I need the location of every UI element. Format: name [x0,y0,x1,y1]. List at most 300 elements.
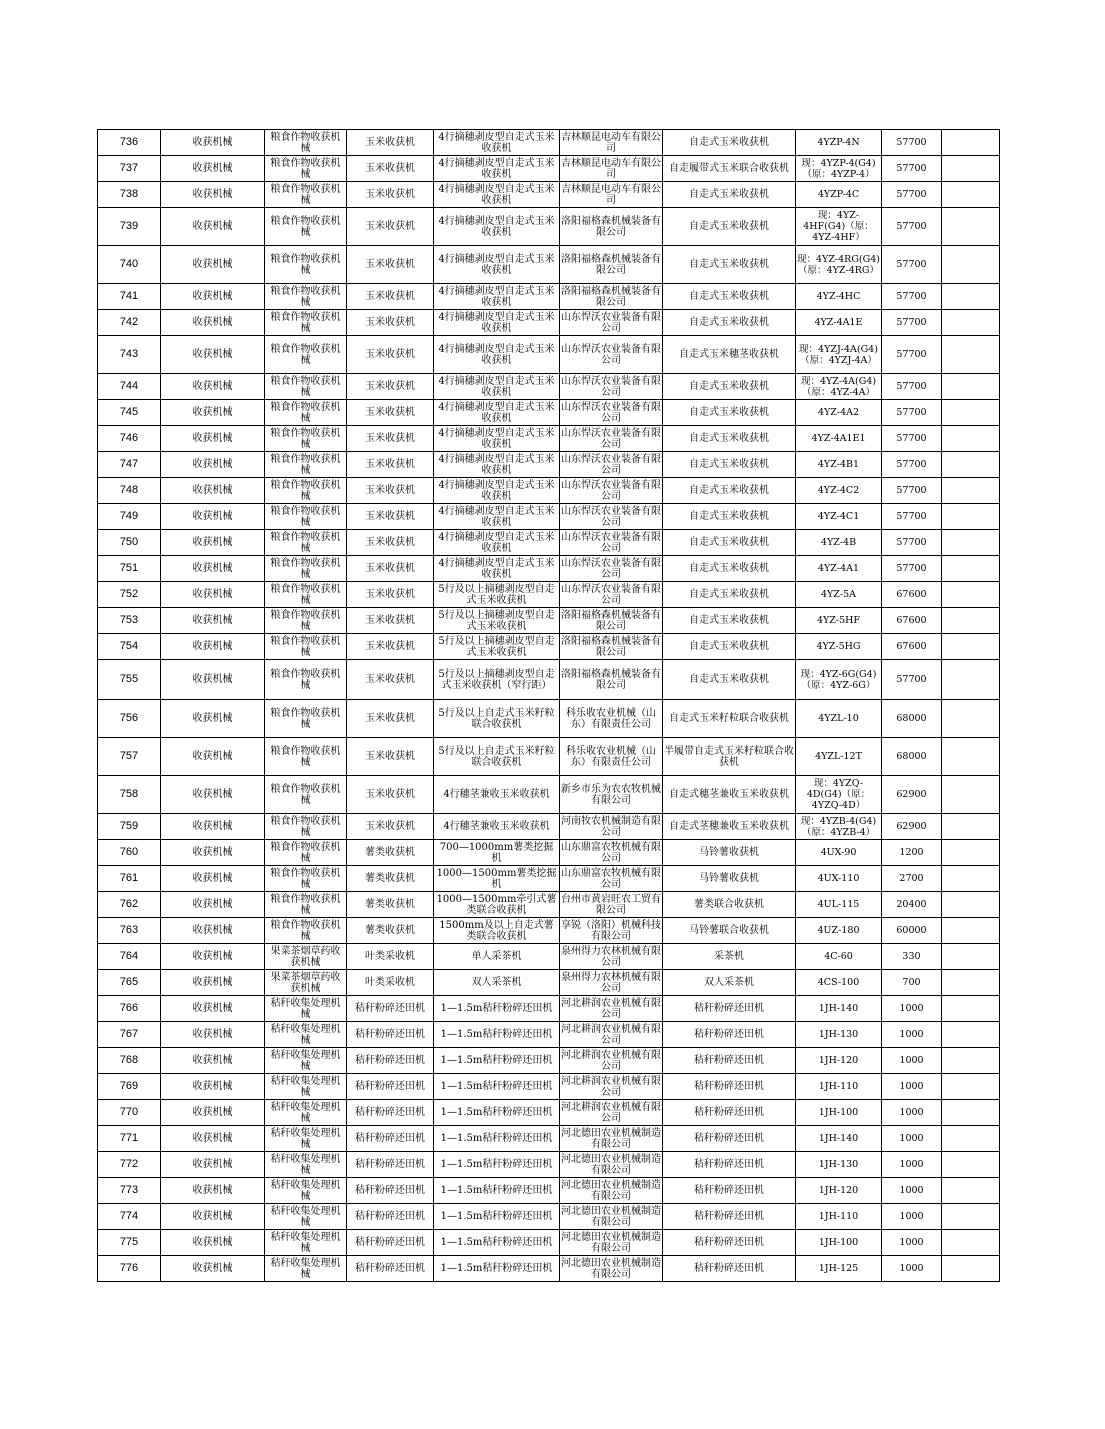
table-row [98,996,1000,1022]
grade-cell: 单人采茶机 [434,944,560,970]
remark-cell [942,776,1000,814]
item-cell: 薯类收获机 [347,866,434,892]
model-cell: 4YZ-4C1 [796,504,882,530]
item-cell: 玉米收获机 [347,182,434,208]
manufacturer-cell: 河北耕润农业机械有限公司 [561,1075,661,1098]
grade-cell: 1500mm及以上自走式薯类联合收获机 [434,918,560,944]
table-row [98,530,1000,556]
manufacturer-cell: 洛阳福格森机械装备有限公司 [560,660,663,700]
item-cell: 玉米收获机 [347,246,434,284]
manufacturer-cell: 河北德田农业机械制造有限公司 [561,1231,661,1254]
category-cell: 收获机械 [161,1126,265,1152]
manufacturer-cell: 享锐（洛阳）机械科技有限公司 [561,919,661,942]
model-cell: 4CS-100 [796,970,882,996]
subcategory-cell: 粮食作物收获机械 [265,608,347,634]
item-cell: 叶类采收机 [347,970,434,996]
model-cell: 4YZP-4N [796,130,882,156]
model-cell: 1JH-125 [796,1256,882,1282]
item-cell: 玉米收获机 [347,660,434,700]
subsidy-amount-cell: 57700 [882,208,942,246]
model-cell: 4YZ-4C2 [796,478,882,504]
table-row [98,608,1000,634]
manufacturer-cell: 山东悍沃农业装备有限公司 [561,453,661,476]
product-name-cell: 采茶机 [663,944,796,970]
remark-cell [942,1152,1000,1178]
manufacturer-cell: 泉州得力农林机械有限公司 [561,971,661,994]
model-cell: 4YZL-12T [796,738,882,776]
remark-cell [942,892,1000,918]
subcategory-cell: 果菜茶烟草药收获机械 [265,970,347,996]
manufacturer-cell: 山东悍沃农业装备有限公司 [561,505,661,528]
grade-cell: 1—1.5m秸秆粉碎还田机 [434,1048,560,1074]
grade-cell: 1—1.5m秸秆粉碎还田机 [434,1204,560,1230]
grade-cell: 4行穗茎兼收玉米收获机 [434,776,560,814]
subsidy-amount-cell: 57700 [882,336,942,374]
row-number: 760 [98,840,161,866]
manufacturer-cell: 科乐收农业机械（山东）有限责任公司 [560,738,663,776]
table-row [98,918,1000,944]
product-name-cell: 马铃薯收获机 [663,840,796,866]
table-row [98,452,1000,478]
manufacturer-cell: 洛阳福格森机械装备有限公司 [560,246,663,284]
category-cell: 收获机械 [161,504,265,530]
table-row [98,634,1000,660]
subcategory-cell: 粮食作物收获机械 [265,738,347,776]
category-cell: 收获机械 [161,776,265,814]
product-name-cell: 马铃薯收获机 [663,866,796,892]
row-number: 753 [98,608,161,634]
item-cell: 秸秆粉碎还田机 [347,1256,434,1282]
category-cell: 收获机械 [161,400,265,426]
model-cell: 4YZ-4B [796,530,882,556]
product-name-cell: 秸秆粉碎还田机 [663,1178,796,1204]
row-number: 739 [98,208,161,246]
subsidy-amount-cell: 700 [882,970,942,996]
model-cell: 现：4YZ-6G(G4)（原：4YZ-6G） [796,660,882,700]
model-cell: 4YZ-4HC [796,284,882,310]
manufacturer-cell: 洛阳福格森机械装备有限公司 [561,285,661,308]
subsidy-amount-cell: 57700 [882,246,942,284]
category-cell: 收获机械 [161,840,265,866]
model-cell: 现：4YZJ-4A(G4)（原：4YZJ-4A） [796,336,882,374]
grade-cell: 4行摘穗剥皮型自走式玉米收获机 [434,478,560,504]
product-name-cell: 秸秆粉碎还田机 [663,1022,796,1048]
category-cell: 收获机械 [161,918,265,944]
remark-cell [942,660,1000,700]
product-name-cell: 自走式茎穗兼收玉米收获机 [663,814,796,840]
subsidy-amount-cell: 57700 [882,660,942,700]
model-cell: 4YZ-4A1 [796,556,882,582]
grade-cell: 5行及以上自走式玉米籽粒联合收获机 [434,700,560,738]
grade-cell: 4行摘穗剥皮型自走式玉米收获机 [434,130,560,156]
item-cell: 秸秆粉碎还田机 [347,1126,434,1152]
category-cell: 收获机械 [161,996,265,1022]
item-cell: 玉米收获机 [347,504,434,530]
subcategory-cell: 果菜茶烟草药收获机械 [265,944,347,970]
category-cell: 收获机械 [161,634,265,660]
grade-cell: 1—1.5m秸秆粉碎还田机 [434,1022,560,1048]
item-cell: 玉米收获机 [347,130,434,156]
table-row [98,374,1000,400]
model-cell: 4YZ-4A1E1 [796,426,882,452]
row-number: 771 [98,1126,161,1152]
category-cell: 收获机械 [161,426,265,452]
item-cell: 薯类收获机 [347,840,434,866]
subsidy-amount-cell: 57700 [882,426,942,452]
model-cell: 4YZ-5HF [796,608,882,634]
category-cell: 收获机械 [161,1230,265,1256]
subcategory-cell: 粮食作物收获机械 [265,504,347,530]
model-cell: 4YZ-5HG [796,634,882,660]
manufacturer-cell: 河北耕润农业机械有限公司 [561,1049,661,1072]
subsidy-amount-cell: 57700 [882,130,942,156]
subcategory-cell: 秸秆收集处理机械 [265,1126,347,1152]
model-cell: 4UL-115 [796,892,882,918]
subcategory-cell: 粮食作物收获机械 [265,840,347,866]
grade-cell: 1—1.5m秸秆粉碎还田机 [434,1100,560,1126]
grade-cell: 4行摘穗剥皮型自走式玉米收获机 [434,556,560,582]
grade-cell: 4行摘穗剥皮型自走式玉米收获机 [434,374,560,400]
item-cell: 叶类采收机 [347,944,434,970]
grade-cell: 700—1000mm薯类挖掘机 [434,840,560,866]
subcategory-cell: 粮食作物收获机械 [265,634,347,660]
table-row [98,1178,1000,1204]
remark-cell [942,426,1000,452]
row-number: 742 [98,310,161,336]
remark-cell [942,374,1000,400]
row-number: 773 [98,1178,161,1204]
table-row [98,1152,1000,1178]
row-number: 736 [98,130,161,156]
row-number: 744 [98,374,161,400]
table-row [98,336,1000,374]
table-row [98,892,1000,918]
category-cell: 收获机械 [161,1022,265,1048]
row-number: 770 [98,1100,161,1126]
remark-cell [942,996,1000,1022]
row-number: 754 [98,634,161,660]
grade-cell: 5行及以上摘穗剥皮型自走式玉米收获机 [434,608,560,634]
model-cell: 4UZ-180 [796,918,882,944]
manufacturer-cell: 泉州得力农林机械有限公司 [561,945,661,968]
category-cell: 收获机械 [161,608,265,634]
table-row [98,310,1000,336]
subsidy-amount-cell: 2700 [882,866,942,892]
remark-cell [942,478,1000,504]
subsidy-amount-cell: 1000 [882,1100,942,1126]
item-cell: 薯类收获机 [347,892,434,918]
subcategory-cell: 粮食作物收获机械 [265,582,347,608]
item-cell: 玉米收获机 [347,452,434,478]
category-cell: 收获机械 [161,970,265,996]
remark-cell [942,1126,1000,1152]
table-row [98,660,1000,700]
table-row [98,426,1000,452]
product-name-cell: 自走式玉米收获机 [663,400,796,426]
row-number: 772 [98,1152,161,1178]
manufacturer-cell: 河北德田农业机械制造有限公司 [561,1127,661,1150]
grade-cell: 1—1.5m秸秆粉碎还田机 [434,1178,560,1204]
remark-cell [942,156,1000,182]
grade-cell: 4行摘穗剥皮型自走式玉米收获机 [434,452,560,478]
product-name-cell: 自走式玉米收获机 [663,130,796,156]
subcategory-cell: 秸秆收集处理机械 [265,996,347,1022]
item-cell: 玉米收获机 [347,336,434,374]
table-row [98,1074,1000,1100]
table-row [98,866,1000,892]
category-cell: 收获机械 [161,284,265,310]
remark-cell [942,1256,1000,1282]
table-row [98,1048,1000,1074]
grade-cell: 1—1.5m秸秆粉碎还田机 [434,996,560,1022]
grade-cell: 5行及以上摘穗剥皮型自走式玉米收获机（窄行距） [434,660,560,700]
row-number: 743 [98,336,161,374]
model-cell: 1JH-110 [796,1074,882,1100]
category-cell: 收获机械 [161,452,265,478]
remark-cell [942,284,1000,310]
subsidy-amount-cell: 68000 [882,700,942,738]
table-row [98,582,1000,608]
table-row [98,130,1000,156]
manufacturer-cell: 山东鼎富农牧机械有限公司 [561,841,661,864]
grade-cell: 4行摘穗剥皮型自走式玉米收获机 [434,246,560,284]
subsidy-amount-cell: 57700 [882,556,942,582]
item-cell: 玉米收获机 [347,738,434,776]
remark-cell [942,814,1000,840]
subsidy-amount-cell: 57700 [882,504,942,530]
model-cell: 现：4YZB-4(G4)（原：4YZB-4） [796,814,882,840]
subsidy-amount-cell: 20400 [882,892,942,918]
category-cell: 收获机械 [161,246,265,284]
grade-cell: 4行摘穗剥皮型自走式玉米收获机 [434,310,560,336]
model-cell: 4YZ-4A1E [796,310,882,336]
item-cell: 玉米收获机 [347,530,434,556]
subcategory-cell: 粮食作物收获机械 [265,310,347,336]
row-number: 755 [98,660,161,700]
model-cell: 1JH-100 [796,1100,882,1126]
product-name-cell: 双人采茶机 [663,970,796,996]
model-cell: 4UX-90 [796,840,882,866]
manufacturer-cell: 山东悍沃农业装备有限公司 [561,401,661,424]
remark-cell [942,918,1000,944]
model-cell: 1JH-110 [796,1204,882,1230]
product-name-cell: 自走式玉米籽粒联合收获机 [663,700,796,738]
row-number: 776 [98,1256,161,1282]
subcategory-cell: 粮食作物收获机械 [265,426,347,452]
product-name-cell: 自走式玉米收获机 [663,246,796,284]
remark-cell [942,738,1000,776]
grade-cell: 5行及以上摘穗剥皮型自走式玉米收获机 [434,582,560,608]
manufacturer-cell: 河北德田农业机械制造有限公司 [561,1179,661,1202]
product-name-cell: 自走式玉米收获机 [663,478,796,504]
subcategory-cell: 秸秆收集处理机械 [265,1074,347,1100]
remark-cell [942,1048,1000,1074]
manufacturer-cell: 山东悍沃农业装备有限公司 [561,311,661,334]
table-row [98,700,1000,738]
model-cell: 4YZ-5A [796,582,882,608]
remark-cell [942,840,1000,866]
remark-cell [942,246,1000,284]
grade-cell: 1—1.5m秸秆粉碎还田机 [434,1126,560,1152]
subcategory-cell: 秸秆收集处理机械 [265,1048,347,1074]
grade-cell: 4行摘穗剥皮型自走式玉米收获机 [434,284,560,310]
product-name-cell: 薯类联合收获机 [663,892,796,918]
remark-cell [942,634,1000,660]
grade-cell: 1000—1500mm牵引式薯类联合收获机 [434,892,560,918]
remark-cell [942,582,1000,608]
remark-cell [942,1204,1000,1230]
subsidy-amount-cell: 1000 [882,1152,942,1178]
item-cell: 玉米收获机 [347,582,434,608]
row-number: 758 [98,776,161,814]
manufacturer-cell: 河北耕润农业机械有限公司 [561,997,661,1020]
subcategory-cell: 粮食作物收获机械 [265,866,347,892]
category-cell: 收获机械 [161,1100,265,1126]
item-cell: 玉米收获机 [347,400,434,426]
table-row [98,156,1000,182]
item-cell: 玉米收获机 [347,814,434,840]
subcategory-cell: 粮食作物收获机械 [265,130,347,156]
manufacturer-cell: 山东悍沃农业装备有限公司 [560,336,663,374]
row-number: 761 [98,866,161,892]
remark-cell [942,700,1000,738]
subcategory-cell: 粮食作物收获机械 [265,374,347,400]
grade-cell: 1—1.5m秸秆粉碎还田机 [434,1230,560,1256]
item-cell: 玉米收获机 [347,208,434,246]
category-cell: 收获机械 [161,556,265,582]
row-number: 763 [98,918,161,944]
subsidy-amount-cell: 1200 [882,840,942,866]
item-cell: 玉米收获机 [347,156,434,182]
item-cell: 秸秆粉碎还田机 [347,1152,434,1178]
item-cell: 秸秆粉碎还田机 [347,1074,434,1100]
subsidy-amount-cell: 57700 [882,530,942,556]
subsidy-amount-cell: 1000 [882,1256,942,1282]
category-cell: 收获机械 [161,1152,265,1178]
manufacturer-cell: 洛阳福格森机械装备有限公司 [560,208,663,246]
model-cell: 现：4YZ-4RG(G4)（原：4YZ-4RG） [796,246,882,284]
grade-cell: 1—1.5m秸秆粉碎还田机 [434,1152,560,1178]
item-cell: 薯类收获机 [347,918,434,944]
subsidy-amount-cell: 57700 [882,400,942,426]
subsidy-amount-cell: 1000 [882,996,942,1022]
manufacturer-cell: 吉林顺昆电动车有限公司 [561,157,661,180]
category-cell: 收获机械 [161,866,265,892]
grade-cell: 1—1.5m秸秆粉碎还田机 [434,1256,560,1282]
subcategory-cell: 粮食作物收获机械 [265,918,347,944]
subcategory-cell: 粮食作物收获机械 [265,452,347,478]
category-cell: 收获机械 [161,944,265,970]
subcategory-cell: 粮食作物收获机械 [265,156,347,182]
product-name-cell: 秸秆粉碎还田机 [663,1048,796,1074]
model-cell: 4YZ-4A2 [796,400,882,426]
model-cell: 现：4YZP-4(G4)（原：4YZP-4） [796,156,882,182]
remark-cell [942,556,1000,582]
remark-cell [942,182,1000,208]
table-row [98,1204,1000,1230]
model-cell: 1JH-140 [796,996,882,1022]
row-number: 764 [98,944,161,970]
manufacturer-cell: 新乡市乐为农农牧机械有限公司 [560,776,663,814]
product-name-cell: 自走履带式玉米联合收获机 [663,156,796,182]
table-row [98,400,1000,426]
subsidy-amount-cell: 67600 [882,582,942,608]
category-cell: 收获机械 [161,130,265,156]
subcategory-cell: 粮食作物收获机械 [265,400,347,426]
subcategory-cell: 秸秆收集处理机械 [265,1256,347,1282]
manufacturer-cell: 洛阳福格森机械装备有限公司 [561,635,661,658]
subcategory-cell: 秸秆收集处理机械 [265,1178,347,1204]
manufacturer-cell: 山东悍沃农业装备有限公司 [561,479,661,502]
grade-cell: 4行摘穗剥皮型自走式玉米收获机 [434,426,560,452]
subsidy-amount-cell: 57700 [882,478,942,504]
table-row [98,738,1000,776]
remark-cell [942,608,1000,634]
item-cell: 秸秆粉碎还田机 [347,1204,434,1230]
category-cell: 收获机械 [161,700,265,738]
subsidy-amount-cell: 57700 [882,452,942,478]
item-cell: 玉米收获机 [347,478,434,504]
table-row [98,478,1000,504]
row-number: 767 [98,1022,161,1048]
subsidy-amount-cell: 67600 [882,608,942,634]
grade-cell: 4行摘穗剥皮型自走式玉米收获机 [434,208,560,246]
row-number: 737 [98,156,161,182]
category-cell: 收获机械 [161,336,265,374]
table-row [98,814,1000,840]
row-number: 741 [98,284,161,310]
grade-cell: 4行穗茎兼收玉米收获机 [434,814,560,840]
table-row [98,246,1000,284]
item-cell: 秸秆粉碎还田机 [347,996,434,1022]
subsidy-amount-cell: 1000 [882,1048,942,1074]
model-cell: 1JH-130 [796,1152,882,1178]
subsidy-amount-cell: 67600 [882,634,942,660]
table-row [98,970,1000,996]
product-name-cell: 自走式玉米收获机 [663,634,796,660]
item-cell: 玉米收获机 [347,374,434,400]
product-name-cell: 自走式玉米穗茎收获机 [663,336,796,374]
category-cell: 收获机械 [161,156,265,182]
subsidy-amount-cell: 57700 [882,310,942,336]
subsidy-amount-cell: 57700 [882,284,942,310]
product-name-cell: 自走式玉米收获机 [663,582,796,608]
product-name-cell: 自走式玉米收获机 [663,530,796,556]
product-name-cell: 自走式穗茎兼收玉米收获机 [663,776,796,814]
table-row [98,208,1000,246]
table-row [98,1022,1000,1048]
row-number: 774 [98,1204,161,1230]
remark-cell [942,866,1000,892]
subcategory-cell: 秸秆收集处理机械 [265,1022,347,1048]
category-cell: 收获机械 [161,582,265,608]
category-cell: 收获机械 [161,1048,265,1074]
manufacturer-cell: 河北德田农业机械制造有限公司 [561,1257,661,1280]
item-cell: 秸秆粉碎还田机 [347,1230,434,1256]
category-cell: 收获机械 [161,660,265,700]
subcategory-cell: 粮食作物收获机械 [265,336,347,374]
row-number: 748 [98,478,161,504]
product-name-cell: 自走式玉米收获机 [663,556,796,582]
manufacturer-cell: 山东悍沃农业装备有限公司 [561,375,661,398]
row-number: 769 [98,1074,161,1100]
row-number: 749 [98,504,161,530]
remark-cell [942,1178,1000,1204]
grade-cell: 4行摘穗剥皮型自走式玉米收获机 [434,182,560,208]
category-cell: 收获机械 [161,478,265,504]
manufacturer-cell: 山东悍沃农业装备有限公司 [561,583,661,606]
subsidy-amount-cell: 1000 [882,1230,942,1256]
